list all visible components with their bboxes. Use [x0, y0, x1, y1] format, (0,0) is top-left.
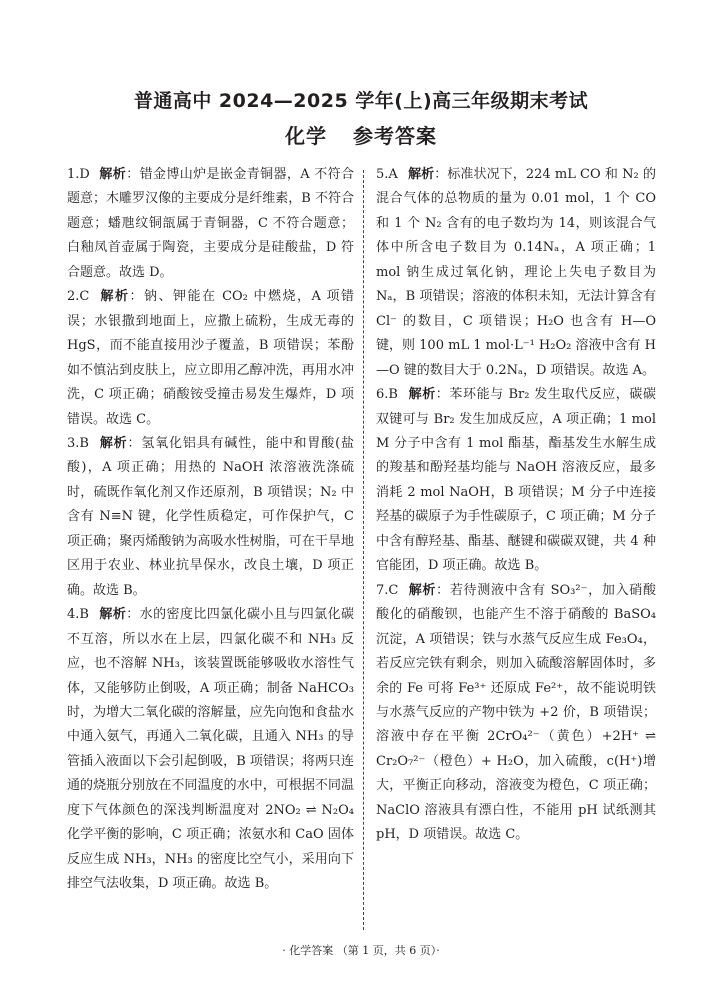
analysis-label: 解析: [99, 607, 127, 623]
answer-text: ：标准状况下，224 mL CO 和 N₂ 的混合气体的总物质的量为 0.01 mol，1 个 CO 和 1 个 N₂ 含有的电子数均为 14，则该混合气体中所含电子数目为 0.14Nₐ，A 项正确；1 mol 钠生成过氧化钠，理论上失电子数目为 Nₐ，B 项错误；溶液的体积未知，无法计算含有 Cl⁻ 的数目，C 项错误；H₂O 也含有 H—O 键，则 100 mL 1 mol·L⁻¹ H₂O₂ 溶液中含有 H—O 键的数目大于 0.2Nₐ，D 项错误。故选 A。: [376, 167, 656, 378]
answer-item: [67, 432, 354, 603]
subject-label: 化学: [285, 124, 327, 148]
answer-item: [67, 285, 354, 432]
analysis-label: 解析: [99, 435, 128, 451]
analysis-label: 解析: [408, 167, 435, 182]
answer-item: [376, 383, 656, 579]
answer-number: 7.C: [376, 582, 399, 598]
answer-text: ：错金博山炉是嵌金青铜器，A 不符合题意；木雕罗汉像的主要成分是纤维素，B 不符合题意；蟠虺纹铜瓿属于青铜器，C 不符合题意；白釉凤首壶属于陶瓷，主要成分是硅酸盐，D 符合题意。故选 D。: [67, 167, 354, 280]
answer-text: ：钠、钾能在 CO₂ 中燃烧，A 项错误；水银撒到地面上，应撒上硫粉，生成无毒的 HgS，而不能直接用沙子覆盖，B 项错误；苯酚如不慎沾到皮肤上，应立即用乙醇冲洗，再用水冲洗，C 项正确；硝酸铵受撞击易发生爆炸，D 项错误。故选 C。: [67, 289, 354, 427]
answer-number: 2.C: [67, 289, 90, 305]
page-title: 普通高中 2024—2025 学年(上)高三年级期末考试: [133, 90, 589, 112]
answer-number: 5.A: [376, 167, 398, 182]
right-column: [376, 163, 656, 848]
answer-item: [67, 163, 354, 285]
column-divider: [363, 170, 364, 930]
analysis-label: 解析: [99, 167, 127, 182]
answer-item: [67, 603, 354, 896]
answer-number: 4.B: [67, 607, 89, 623]
page-footer: · 化学答案 （第 1 页，共 6 页）·: [282, 944, 440, 957]
answer-item: [376, 579, 656, 848]
analysis-label: 解析: [408, 582, 437, 598]
page-subtitle: [0, 120, 722, 149]
answer-number: 3.B: [67, 435, 89, 451]
answer-text: ：氢氧化铝具有碱性，能中和胃酸(盐酸)，A 项正确；用热的 NaOH 浓溶液洗涤硫时，硫既作氧化剂又作还原剂，B 项错误；N₂ 中含有 N≡N 键，化学性质稳定，可作保护气，C 项正确；聚丙烯酸钠为高吸水性树脂，可在干旱地区用于农业、林业抗旱保水，改良土壤，D 项正确。故选 B。: [67, 435, 354, 598]
analysis-label: 解析: [408, 387, 436, 403]
answer-text: ：水的密度比四氯化碳小且与四氯化碳不互溶，所以水在上层，四氯化碳不和 NH₃ 反应，也不溶解 NH₃，该装置既能够吸收水溶性气体，又能够防止倒吸，A 项正确；制备 NaHCO₃ 时，为增大二氧化碳的溶解量，应先向饱和食盐水中通入氨气，再通入二氧化碳，且通入 NH₃ 的导管插入液面以下会引起倒吸，B 项错误；将两只连通的烧瓶分别放在不同温度的水中，可根据不同温度下气体颜色的深浅判断温度对 2NO₂ ⇌ N₂O₄ 化学平衡的影响，C 项正确；浓氨水和 CaO 固体反应生成 NH₃，NH₃ 的密度比空气小，采用向下排空气法收集，D 项正确。故选 B。: [67, 607, 354, 892]
answer-number: 1.D: [67, 167, 90, 182]
answer-item: [376, 163, 656, 383]
answer-key-label: 参考答案: [353, 124, 437, 148]
answer-text: ：若待测液中含有 SO₃²⁻，加入硝酸酸化的硝酸钡，也能产生不溶于硝酸的 BaSO₄ 沉淀，A 项错误；铁与水蒸气反应生成 Fe₃O₄，若反应完铁有剩余，则加入硫酸溶解固体时，多余的 Fe 可将 Fe³⁺ 还原成 Fe²⁺，故不能说明铁与水蒸气反应的产物中铁为 +2 价，B 项错误；溶液中存在平衡 2CrO₄²⁻（黄色）+2H⁺ ⇌ Cr₂O₇²⁻（橙色）+ H₂O，加入硫酸，c(H⁺)增大，平衡正向移动，溶液变为橙色，C 项正确；NaClO 溶液具有漂白性，不能用 pH 试纸测其 pH，D 项错误。故选 C。: [376, 582, 656, 843]
answer-text: ：苯环能与 Br₂ 发生取代反应，碳碳双键可与 Br₂ 发生加成反应，A 项正确；1 mol M 分子中含有 1 mol 酯基，酯基发生水解生成的羧基和酚羟基均能与 NaOH 溶液反应，最多消耗 2 mol NaOH，B 项错误；M 分子中连接羟基的碳原子为手性碳原子，C 项正确；M 分子中含有醇羟基、酯基、醚键和碳碳双键，共 4 种官能团，D 项正确。故选 B。: [376, 387, 656, 574]
answer-number: 6.B: [376, 387, 398, 403]
left-column: [67, 163, 354, 897]
analysis-label: 解析: [99, 289, 130, 305]
